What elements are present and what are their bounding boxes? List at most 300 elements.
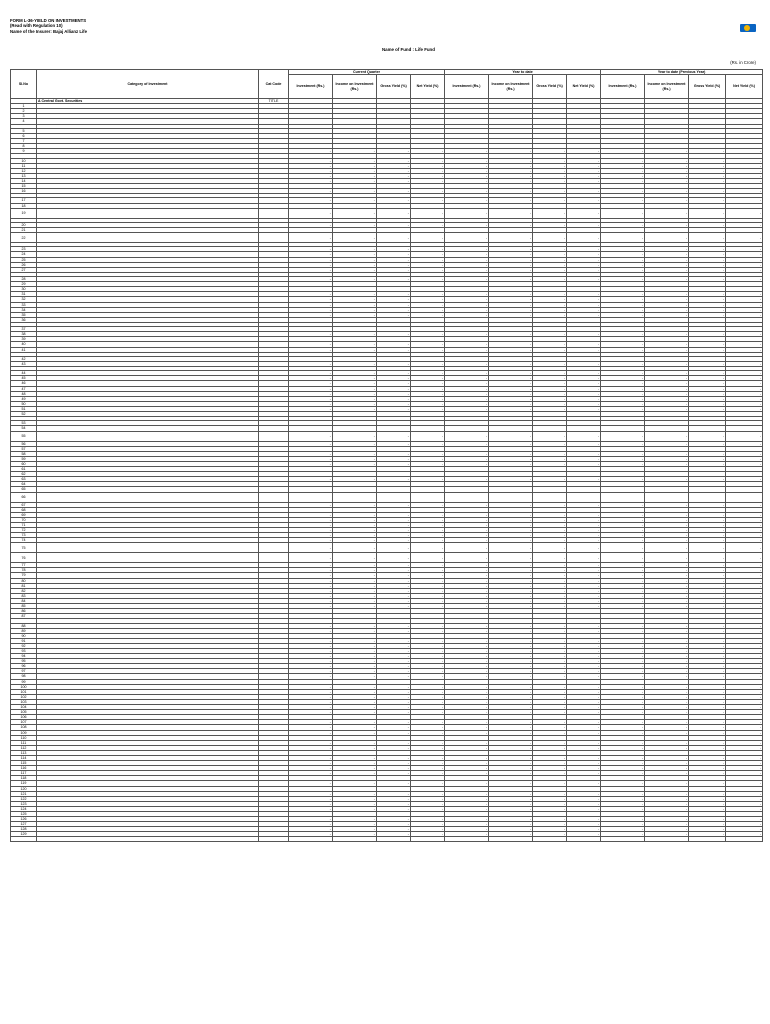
- row-value: -: [489, 781, 533, 786]
- row-value: -: [445, 654, 489, 659]
- row-value: -: [289, 745, 333, 750]
- row-value: -: [489, 302, 533, 307]
- row-value: -: [333, 801, 377, 806]
- row-value: -: [489, 401, 533, 406]
- row-sno: 68: [11, 507, 37, 512]
- row-value: -: [333, 699, 377, 704]
- row-value: -: [567, 730, 601, 735]
- row-value: -: [533, 461, 567, 466]
- row-value: -: [689, 725, 726, 730]
- row-value: -: [289, 710, 333, 715]
- row-sno: 46: [11, 381, 37, 386]
- row-value: -: [411, 822, 445, 827]
- row-value: -: [445, 342, 489, 347]
- row-sno: 104: [11, 705, 37, 710]
- row-value: -: [489, 588, 533, 593]
- row-value: -: [645, 257, 689, 262]
- row-value: -: [445, 791, 489, 796]
- row-value: -: [645, 297, 689, 302]
- row-value: -: [333, 342, 377, 347]
- row-value: -: [645, 533, 689, 538]
- row-value: -: [601, 477, 645, 482]
- row-sno: 71: [11, 522, 37, 527]
- row-value: -: [601, 332, 645, 337]
- row-value: -: [445, 451, 489, 456]
- row-value: -: [689, 233, 726, 243]
- row-value: -: [489, 522, 533, 527]
- col-sno: Sl.No: [11, 70, 37, 99]
- row-value: -: [489, 307, 533, 312]
- row-value: -: [567, 178, 601, 183]
- row-value: -: [645, 461, 689, 466]
- row-value: -: [689, 222, 726, 227]
- row-value: -: [601, 302, 645, 307]
- row-value: -: [377, 149, 411, 154]
- row-value: -: [411, 208, 445, 218]
- row-sno: 123: [11, 801, 37, 806]
- row-value: -: [411, 649, 445, 654]
- row-value: -: [645, 302, 689, 307]
- row-value: -: [333, 543, 377, 553]
- row-value: -: [601, 806, 645, 811]
- units-note: (Rs. in Crore): [730, 60, 756, 65]
- row-value: -: [601, 292, 645, 297]
- row-value: -: [726, 178, 763, 183]
- row-value: -: [726, 347, 763, 352]
- row-value: -: [411, 827, 445, 832]
- row-value: -: [645, 198, 689, 203]
- row-value: -: [411, 307, 445, 312]
- row-value: -: [333, 386, 377, 391]
- fund-name: Name of Fund : Life Fund: [382, 47, 435, 52]
- row-value: -: [567, 361, 601, 366]
- row-value: -: [567, 710, 601, 715]
- row-value: -: [645, 781, 689, 786]
- row-value: -: [377, 694, 411, 699]
- row-value: -: [489, 598, 533, 603]
- row-value: -: [489, 730, 533, 735]
- row-value: -: [411, 568, 445, 573]
- row-value: -: [726, 755, 763, 760]
- row-category: [37, 233, 259, 243]
- row-value: -: [567, 684, 601, 689]
- row-value: -: [567, 502, 601, 507]
- row-value: -: [601, 163, 645, 168]
- row-sno: 11: [11, 163, 37, 168]
- row-value: -: [533, 222, 567, 227]
- row-sno: 109: [11, 730, 37, 735]
- row-value: -: [445, 361, 489, 366]
- row-value: -: [689, 406, 726, 411]
- row-sno: 4: [11, 119, 37, 124]
- row-value: -: [645, 832, 689, 837]
- row-value: -: [533, 262, 567, 267]
- row-value: -: [377, 573, 411, 578]
- row-value: -: [289, 297, 333, 302]
- row-value: -: [645, 441, 689, 446]
- row-sno: 100: [11, 684, 37, 689]
- total-value: [726, 837, 763, 842]
- row-value: -: [445, 477, 489, 482]
- row-sno: 91: [11, 638, 37, 643]
- row-value: -: [689, 694, 726, 699]
- row-value: [445, 492, 489, 502]
- row-value: -: [533, 689, 567, 694]
- row-value: -: [333, 791, 377, 796]
- row-value: -: [289, 598, 333, 603]
- row-value: -: [689, 699, 726, 704]
- row-sno: 84: [11, 598, 37, 603]
- row-value: -: [533, 189, 567, 194]
- row-value: -: [411, 740, 445, 745]
- row-value: -: [567, 781, 601, 786]
- row-value: -: [333, 755, 377, 760]
- row-value: -: [377, 766, 411, 771]
- row-value: -: [489, 725, 533, 730]
- row-value: -: [289, 332, 333, 337]
- row-value: -: [333, 527, 377, 532]
- row-value: -: [377, 699, 411, 704]
- row-value: -: [411, 623, 445, 628]
- row-value: -: [645, 730, 689, 735]
- row-value: -: [289, 628, 333, 633]
- row-sno: 43: [11, 361, 37, 366]
- row-value: -: [333, 517, 377, 522]
- row-value: -: [726, 740, 763, 745]
- row-value: -: [567, 262, 601, 267]
- row-value: -: [601, 593, 645, 598]
- row-value: -: [533, 456, 567, 461]
- row-value: -: [489, 168, 533, 173]
- row-value: -: [601, 222, 645, 227]
- row-sno: 57: [11, 446, 37, 451]
- row-value: -: [726, 827, 763, 832]
- row-value: -: [689, 543, 726, 553]
- row-value: -: [411, 806, 445, 811]
- row-value: -: [726, 198, 763, 203]
- row-value: -: [445, 312, 489, 317]
- row-value: -: [445, 745, 489, 750]
- row-value: -: [601, 381, 645, 386]
- row-value: -: [411, 347, 445, 352]
- row-value: -: [726, 538, 763, 543]
- row-value: -: [726, 720, 763, 725]
- row-value: -: [645, 386, 689, 391]
- row-value: -: [377, 522, 411, 527]
- row-value: -: [601, 761, 645, 766]
- row-value: -: [726, 149, 763, 154]
- row-value: -: [489, 827, 533, 832]
- row-value: -: [445, 168, 489, 173]
- row-value: -: [726, 502, 763, 507]
- row-sno: 93: [11, 649, 37, 654]
- row-value: -: [411, 252, 445, 257]
- row-value: -: [289, 267, 333, 272]
- row-value: -: [411, 563, 445, 568]
- row-value: -: [726, 302, 763, 307]
- row-value: -: [689, 806, 726, 811]
- row-value: -: [726, 247, 763, 252]
- row-value: -: [445, 578, 489, 583]
- row-value: -: [289, 568, 333, 573]
- row-value: -: [333, 649, 377, 654]
- row-value: -: [567, 233, 601, 243]
- row-value: -: [289, 563, 333, 568]
- row-value: -: [377, 302, 411, 307]
- row-value: -: [567, 527, 601, 532]
- row-value: -: [726, 781, 763, 786]
- row-category: [37, 208, 259, 218]
- row-value: -: [601, 832, 645, 837]
- row-value: -: [411, 247, 445, 252]
- row-value: -: [533, 740, 567, 745]
- row-value: -: [533, 822, 567, 827]
- row-sno: 32: [11, 297, 37, 302]
- row-value: -: [726, 456, 763, 461]
- row-value: -: [333, 817, 377, 822]
- row-value: -: [601, 628, 645, 633]
- row-value: -: [377, 247, 411, 252]
- row-value: -: [689, 267, 726, 272]
- row-value: -: [689, 755, 726, 760]
- row-value: -: [601, 766, 645, 771]
- row-value: -: [445, 512, 489, 517]
- row-value: -: [726, 543, 763, 553]
- row-value: -: [689, 654, 726, 659]
- row-value: -: [377, 361, 411, 366]
- row-value: -: [645, 638, 689, 643]
- row-value: -: [567, 538, 601, 543]
- row-value: -: [333, 198, 377, 203]
- row-value: -: [489, 198, 533, 203]
- row-value: -: [533, 178, 567, 183]
- row-value: -: [726, 163, 763, 168]
- row-value: -: [567, 456, 601, 461]
- row-value: -: [567, 247, 601, 252]
- row-value: -: [601, 502, 645, 507]
- row-value: -: [333, 538, 377, 543]
- row-value: -: [489, 517, 533, 522]
- row-value: -: [689, 342, 726, 347]
- row-value: -: [645, 654, 689, 659]
- row-value: -: [567, 638, 601, 643]
- row-value: -: [567, 441, 601, 446]
- row-value: -: [533, 791, 567, 796]
- row-value: -: [411, 553, 445, 563]
- row-sno: 69: [11, 512, 37, 517]
- row-value: -: [689, 553, 726, 563]
- row-value: -: [289, 456, 333, 461]
- row-sno: 90: [11, 633, 37, 638]
- row-value: -: [726, 297, 763, 302]
- row-value: -: [445, 173, 489, 178]
- row-value: -: [333, 391, 377, 396]
- row-value: -: [377, 292, 411, 297]
- row-value: -: [377, 376, 411, 381]
- row-value: -: [489, 720, 533, 725]
- row-value: -: [689, 173, 726, 178]
- row-value: -: [689, 827, 726, 832]
- row-value: -: [689, 761, 726, 766]
- row-value: -: [289, 441, 333, 446]
- row-value: -: [645, 381, 689, 386]
- row-sno: 65: [11, 487, 37, 492]
- row-value: -: [445, 198, 489, 203]
- row-value: -: [289, 517, 333, 522]
- row-sno: 54: [11, 426, 37, 431]
- row-value: -: [445, 563, 489, 568]
- row-value: -: [333, 441, 377, 446]
- row-value: -: [489, 745, 533, 750]
- row-value: -: [289, 342, 333, 347]
- row-value: -: [689, 502, 726, 507]
- row-sno: 61: [11, 467, 37, 472]
- row-sno: 27: [11, 267, 37, 272]
- row-sno: 40: [11, 342, 37, 347]
- row-sno: 76: [11, 553, 37, 563]
- row-sno: 120: [11, 786, 37, 791]
- row-value: -: [377, 543, 411, 553]
- row-value: -: [533, 391, 567, 396]
- row-value: -: [533, 533, 567, 538]
- row-value: -: [689, 817, 726, 822]
- row-value: -: [645, 659, 689, 664]
- row-value: -: [689, 451, 726, 456]
- row-value: -: [289, 371, 333, 376]
- row-value: -: [533, 827, 567, 832]
- row-value: -: [689, 361, 726, 366]
- row-value: -: [411, 456, 445, 461]
- row-sno: 96: [11, 664, 37, 669]
- row-value: -: [489, 638, 533, 643]
- row-value: [533, 492, 567, 502]
- row-value: -: [567, 386, 601, 391]
- row-value: -: [601, 396, 645, 401]
- row-sno: 39: [11, 337, 37, 342]
- row-value: -: [601, 563, 645, 568]
- row-value: -: [445, 766, 489, 771]
- row-value: -: [289, 208, 333, 218]
- row-value: -: [645, 710, 689, 715]
- row-sno: 42: [11, 356, 37, 361]
- row-value: -: [289, 664, 333, 669]
- row-value: -: [533, 431, 567, 441]
- row-value: -: [333, 730, 377, 735]
- row-value: -: [533, 684, 567, 689]
- row-value: -: [533, 277, 567, 282]
- row-value: -: [489, 477, 533, 482]
- row-value: -: [411, 573, 445, 578]
- row-value: -: [333, 451, 377, 456]
- row-value: -: [445, 694, 489, 699]
- row-value: -: [289, 553, 333, 563]
- col-investment: Investment (Rs.): [601, 75, 645, 99]
- row-value: -: [489, 543, 533, 553]
- row-value: -: [445, 149, 489, 154]
- row-sno: 81: [11, 583, 37, 588]
- row-value: -: [567, 312, 601, 317]
- row-value: -: [726, 638, 763, 643]
- row-value: -: [567, 689, 601, 694]
- row-value: -: [533, 149, 567, 154]
- row-value: -: [489, 361, 533, 366]
- row-value: -: [289, 262, 333, 267]
- row-value: [567, 492, 601, 502]
- row-value: -: [411, 588, 445, 593]
- row-value: -: [445, 699, 489, 704]
- row-value: -: [377, 461, 411, 466]
- row-value: -: [689, 705, 726, 710]
- row-value: -: [411, 766, 445, 771]
- row-value: -: [601, 178, 645, 183]
- row-value: -: [533, 796, 567, 801]
- row-value: -: [689, 822, 726, 827]
- row-value: -: [489, 173, 533, 178]
- row-value: -: [601, 538, 645, 543]
- row-value: -: [411, 222, 445, 227]
- row-value: -: [645, 312, 689, 317]
- row-value: -: [645, 149, 689, 154]
- row-value: -: [333, 189, 377, 194]
- row-value: -: [333, 522, 377, 527]
- row-value: -: [445, 533, 489, 538]
- row-value: -: [533, 761, 567, 766]
- row-value: -: [567, 583, 601, 588]
- row-value: -: [726, 628, 763, 633]
- row-value: -: [533, 312, 567, 317]
- row-value: -: [689, 628, 726, 633]
- row-value: -: [489, 628, 533, 633]
- row-value: -: [411, 189, 445, 194]
- row-value: -: [333, 827, 377, 832]
- row-value: -: [333, 208, 377, 218]
- row-value: -: [445, 441, 489, 446]
- row-value: -: [601, 674, 645, 679]
- row-value: -: [689, 332, 726, 337]
- row-value: -: [489, 178, 533, 183]
- row-value: -: [489, 623, 533, 628]
- row-value: -: [445, 189, 489, 194]
- row-value: -: [333, 720, 377, 725]
- row-value: -: [533, 257, 567, 262]
- row-value: -: [289, 158, 333, 163]
- row-value: -: [489, 689, 533, 694]
- row-value: -: [567, 705, 601, 710]
- row-value: -: [533, 771, 567, 776]
- row-value: -: [377, 168, 411, 173]
- row-value: -: [601, 208, 645, 218]
- row-value: -: [333, 158, 377, 163]
- row-value: -: [333, 222, 377, 227]
- row-value: -: [567, 342, 601, 347]
- row-sno: 41: [11, 347, 37, 352]
- row-value: -: [377, 517, 411, 522]
- row-value: -: [726, 568, 763, 573]
- row-value: -: [289, 257, 333, 262]
- row-value: -: [377, 233, 411, 243]
- row-value: -: [567, 791, 601, 796]
- row-value: -: [333, 347, 377, 352]
- row-value: -: [726, 563, 763, 568]
- row-value: -: [489, 649, 533, 654]
- row-value: -: [411, 578, 445, 583]
- row-category: [37, 553, 259, 563]
- row-value: -: [645, 623, 689, 628]
- row-value: -: [726, 801, 763, 806]
- row-value: -: [601, 720, 645, 725]
- row-value: -: [333, 312, 377, 317]
- row-value: -: [601, 801, 645, 806]
